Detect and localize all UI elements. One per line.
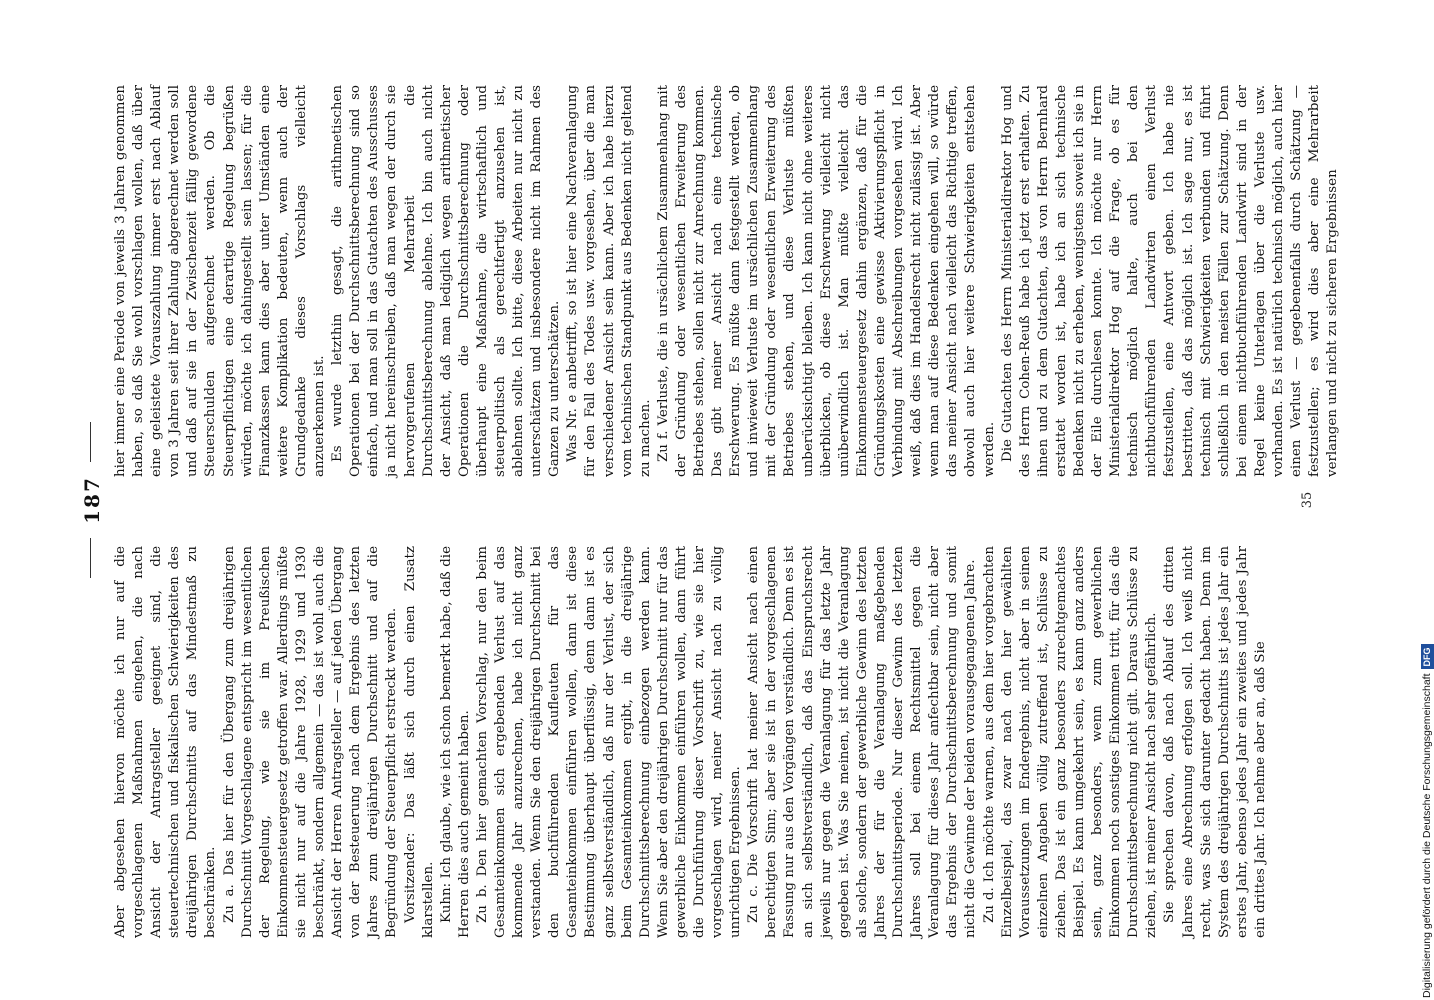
paragraph: Zu b. Den hier gemachten Vorschlag, nur den beim Gesamteinkommen sich ergebenden Verlust auf das kommende Jahr anzurechnen, habe ich nicht ganz verstanden. Wenn Sie den dreijährigen Durchschnitt bei den buchführenden Kaufleuten für das Gesamteinkommen einführen wollen, dann ist diese Bestimmung überhaupt überflüssig, denn dann ist es ganz selbstverständlich, daß nur der Verlust, der sich beim Gesamteinkommen ergibt, in die dreijährige Durchschnittsberechnung einbezogen werden kann. Wenn Sie aber den dreijährigen Durchschnitt nur für das gewerbliche Einkommen einführen wollen, dann führt die Durchführung dieser Vorschrift zu, wie sie hier vorgeschlagen wird, meiner Ansicht nach zu völlig unrichtigen Ergebnissen. [474, 546, 744, 938]
paragraph: Es wurde letzthin gesagt, die arithmetischen Operationen bei der Durchschnittsberechnung sind so einfach, und man soll in das Gutachten des Ausschusses ja nicht hereinschreiben, daß man wegen der durch sie hervorgerufenen Mehrarbeit die Durchschnittsberechnung ablehne. Ich bin auch nicht der Ansicht, daß man lediglich wegen arithmetischer Operationen die Durchschnittsberechnung oder überhaupt eine Maßnahme, die wirtschaftlich und steuerpolitisch als gerechtfertigt anzusehen ist, ablehnen sollte. Ich bitte, diese Arbeiten nur nicht zu unterschätzen und insbesondere nicht im Rahmen des Ganzen zu unterschätzen. [330, 85, 563, 477]
paragraph: Zu c. Die Vorschrift hat meiner Ansicht nach einen berechtigten Sinn; aber sie ist in der vorgeschlagenen Fassung nur aus den Vorgängen verständlich. Denn es ist an sich selbstverständlich, daß das Einspruchsrecht jeweils nur gegen die Veranlagung für das letzte Jahr gegeben ist. Was Sie meinen, ist nicht die Veranlagung als solche, sondern der gewerbliche Gewinn des letzten Jahres der für die Veranlagung maßgebenden Durchschnittsperiode. Nur dieser Gewinn des letzten Jahres soll bei einem Rechtsmittel gegen die Veranlagung für dieses Jahr anfechtbar sein, nicht aber das Ergebnis der Durchschnittsberechnung und somit nicht die Gewinne der beiden vorausgegangenen Jahre. [746, 546, 979, 938]
text-column-right [112, 85, 1342, 477]
text-column-left [112, 546, 1270, 938]
paragraph: Kuhn: Ich glaube, wie ich schon bemerkt habe, daß die Herren dies auch gemeint haben. [438, 546, 472, 938]
dfg-logo: DFG [1421, 644, 1434, 669]
paragraph: Die Gutachten des Herrn Ministerialdirektor Hog und des Herrn Cohen-Reuß habe ich jetzt erst erhalten. Zu ihnen und zu dem Gutachten, das von Herrn Bernhard erstattet worden ist, habe ich an sich technische Bedenken nicht zu erheben, wenigstens soweit ich sie in der Eile durchlesen konnte. Ich möchte nur Herrn Ministerialdirektor Hog auf die Frage, ob es für technisch möglich halte, auch bei den nichtbuchführenden Landwirten einen Verlust festzustellen, eine Antwort geben. Ich habe nie bestritten, daß das möglich ist. Ich sage nur, es ist technisch mit Schwierigkeiten verbunden und führt schließlich in den meisten Fällen zur Schätzung. Denn bei einem nichtbuchführenden Landwirt sind in der Regel keine Unterlagen über die Verluste usw. vorhanden. Es ist natürlich technisch möglich, auch hier einen Verlust — gegebenenfalls durch Schätzung — festzustellen; es wird dies aber eine Mehrarbeit verlangen und nicht zu sicheren Ergebnissen [999, 85, 1341, 477]
paragraph: Zu d. Ich möchte warnen, aus dem hier vorgebrachten Einzelbeispiel, das zwar nach den hier gewählten Voraussetzungen im Endergebnis, nicht aber in seinen einzelnen Angaben völlig zutreffend ist, Schlüsse zu ziehen. Das ist ein ganz besonders zurechtgemachtes Beispiel. Es kann umgekehrt sein, es kann ganz anders sein, ganz besonders, wenn zum gewerblichen Einkommen noch sonstiges Einkommen tritt, für das die Durchschnittsberechnung nicht gilt. Daraus Schlüsse zu ziehen, ist meiner Ansicht nach sehr gefährlich. [981, 546, 1160, 938]
paragraph: Zu f. Verluste, die in ursächlichem Zusammenhang mit der Gründung oder wesentlichen Erweiterung des Betriebes stehen, sollen nicht zur Anrechnung kommen. Das gibt meiner Ansicht nach eine technische Erschwerung. Es müßte dann festgestellt werden, ob und inwieweit Verluste im ursächlichen Zusammenhang mit der Gründung oder wesentlichen Erweiterung des Betriebes stehen, und diese Verluste müßten unberücksichtigt bleiben. Ich kann nicht ohne weiteres überblicken, ob diese Erschwerung vielleicht nicht unüberwindlich ist. Man müßte vielleicht das Einkommensteuergesetz dahin ergänzen, daß für die Gründungskosten eine gewisse Aktivierungspflicht in Verbindung mit Abschreibungen vorgesehen wird. Ich weiß, daß dies im Handelsrecht nicht zulässig ist. Aber wenn man auf diese Bedenken eingehen will, so würde das meiner Ansicht nach vielleicht das Richtige treffen, obwohl auch hier weitere Schwierigkeiten entstehen werden. [655, 85, 997, 477]
paragraph: Zu a. Das hier für den Übergang zum dreijährigen Durchschnitt Vorgeschlagene entspricht im wesentlichen der Regelung, wie sie im Preußischen Einkommensteuergesetz getroffen war. Allerdings müßte sie nicht nur auf die Jahre 1928, 1929 und 1930 beschränkt, sondern allgemein — das ist wohl auch die Ansicht der Herren Antragsteller — auf jeden Übergang von der Besteuerung nach dem Ergebnis des letzten Jahres zum dreijährigen Durchschnitt und auf die Begründung der Steuerpflicht erstreckt werden. [221, 546, 400, 938]
page-number-header: 187 [80, 476, 104, 524]
paragraph: Aber abgesehen hiervon möchte ich nur auf die vorgeschlagenen Maßnahmen eingehen, die nach Ansicht der Antragsteller geeignet sind, die steuertechnischen und fiskalischen Schwierigkeiten des dreijährigen Durchschnitts auf das Mindestmaß zu beschränken. [113, 546, 219, 938]
paragraph: Vorsitzender: Das läßt sich durch einen Zusatz klarstellen. [402, 546, 436, 938]
paragraph: Was Nr. e anbetrifft, so ist hier eine Nachveranlagung für den Fall des Todes usw. vorgesehen, über die man verschiedener Ansicht sein kann. Aber ich habe hierzu vom technischen Standpunkt aus Bedenken nicht geltend zu machen. [565, 85, 653, 477]
paragraph: Sie sprechen davon, daß nach Ablauf des dritten Jahres eine Abrechnung erfolgen soll. Ich weiß nicht recht, was Sie sich darunter gedacht haben. Denn im System des dreijährigen Durchschnitts ist jedes Jahr ein erstes Jahr, ebenso jedes Jahr ein zweites und jedes Jahr ein drittes Jahr. Ich nehme aber an, daß Sie [1162, 546, 1268, 938]
digitization-sidebar [1418, 8, 1434, 998]
header-rule-right [90, 422, 91, 462]
page-footer-number: 35 [1300, 491, 1315, 509]
paragraph: hier immer eine Periode von jeweils 3 Jahren genommen haben, so daß Sie wohl vorschlagen wollen, daß über eine geleistete Vorauszahlung immer erst nach Ablauf von 3 Jahren seit ihrer Zahlung abgerechnet werden soll und daß auf sie in der Zwischenzeit fällig gewordene Steuerschulden aufgerechnet werden. Ob die Steuerpflichtigen eine derartige Regelung begrüßen würden, möchte ich dahingestellt sein lassen; für die Finanzkassen kann dies aber unter Umständen eine weitere Komplikation bedeuten, wenn auch der Grundgedanke dieses Vorschlags vielleicht anzuerkennen ist. [113, 85, 328, 477]
digitization-notice-strip [1418, 8, 1434, 998]
digitization-notice: Digitalisierung gefördert durch die Deutsche Forschungsgemeinschaft [1421, 673, 1433, 998]
